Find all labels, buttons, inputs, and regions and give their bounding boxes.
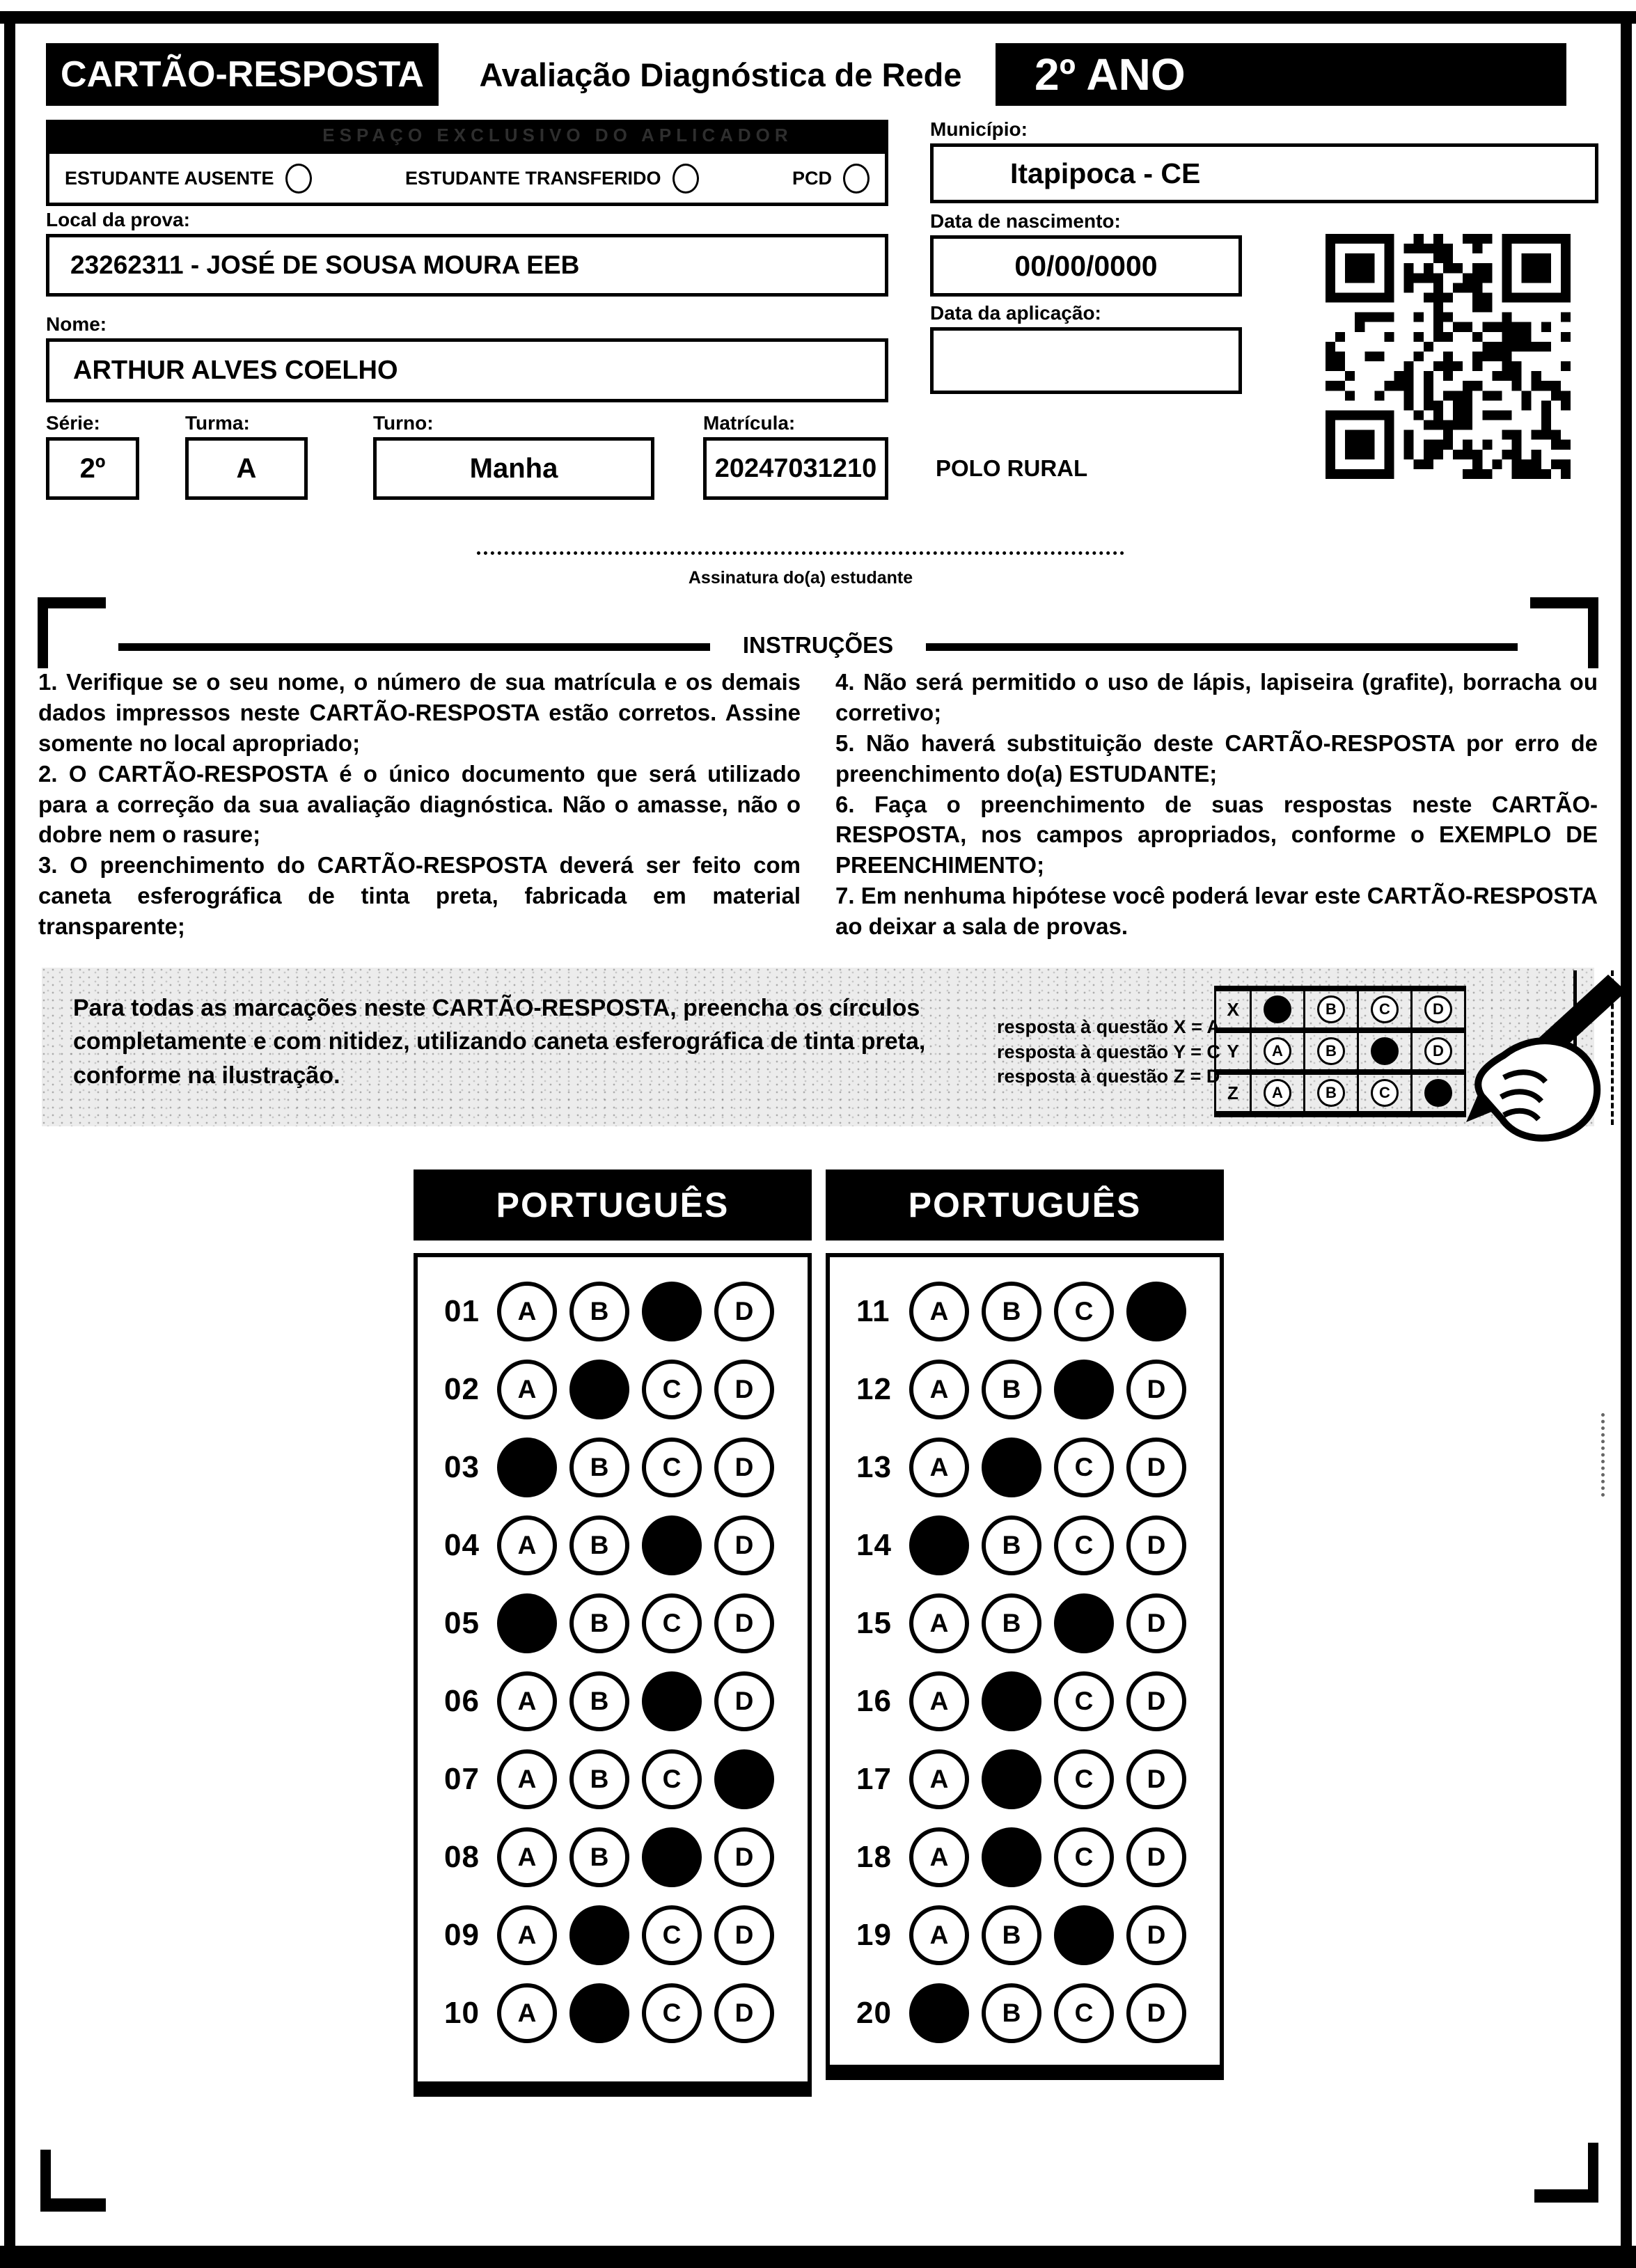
question-number-07: 07 [444,1762,480,1796]
polo-label: POLO RURAL [936,455,1088,481]
answer-bubble-18-D[interactable]: D [1126,1827,1186,1887]
pcd-bubble[interactable] [843,164,870,194]
question-row-19 [856,1896,1220,1974]
signature-line[interactable] [477,551,1124,555]
question-number-20: 20 [856,1996,892,2030]
answer-bubble-20-D[interactable]: D [1126,1983,1186,2043]
status-item-transferido [405,164,699,194]
answer-bubble-09-D[interactable]: D [714,1905,774,1965]
example-legend-y: resposta à questão Y = C [997,1041,1220,1062]
question-row-04 [444,1506,808,1584]
answer-bubble-01-C[interactable] [642,1282,702,1341]
answer-bubble-06-A[interactable]: A [497,1671,557,1731]
applicator-bar: ESPAÇO EXCLUSIVO DO APLICADOR [46,120,888,150]
answer-bubble-12-D[interactable]: D [1126,1360,1186,1419]
example-cell-Y-B [1303,1033,1357,1069]
question-number-17: 17 [856,1762,892,1796]
question-row-12 [856,1350,1220,1428]
answer-bubble-09-A[interactable]: A [497,1905,557,1965]
answer-bubble-11-A[interactable]: A [909,1282,969,1341]
answer-bubble-08-D[interactable]: D [714,1827,774,1887]
question-row-02 [444,1350,808,1428]
question-number-13: 13 [856,1450,892,1484]
answer-bubble-13-C[interactable]: C [1054,1438,1114,1497]
answer-bubble-08-A[interactable]: A [497,1827,557,1887]
answer-bubble-03-A[interactable] [497,1438,557,1497]
status-item-pcd [792,164,870,194]
answer-bubble-06-D[interactable]: D [714,1671,774,1731]
answer-bubble-11-D[interactable] [1126,1282,1186,1341]
turno-label: Turno: [373,412,434,434]
question-row-15 [856,1584,1220,1662]
example-bubble-Z-B: B [1317,1079,1345,1107]
answer-bubble-19-A[interactable]: A [909,1905,969,1965]
question-row-13 [856,1428,1220,1506]
answer-bubble-20-A[interactable] [909,1983,969,2043]
question-row-05 [444,1584,808,1662]
nascimento-value: 00/00/0000 [930,235,1242,297]
question-number-15: 15 [856,1606,892,1640]
question-number-12: 12 [856,1372,892,1406]
answer-bubble-18-C[interactable]: C [1054,1827,1114,1887]
answer-bubble-08-C[interactable] [642,1827,702,1887]
answer-bubble-03-B[interactable]: B [569,1438,629,1497]
example-cell-X-B [1303,991,1357,1027]
exam-title: Avaliação Diagnóstica de Rede [446,43,996,106]
answer-bubble-18-B[interactable] [982,1827,1041,1887]
answer-bubble-09-B[interactable] [569,1905,629,1965]
answer-grid-questions-01-10 [414,1253,812,2097]
status-item-ausente [65,164,312,194]
answer-bubble-05-C[interactable]: C [642,1593,702,1653]
instructions-rule-left [118,643,710,651]
instruction-item-6: 6. Faça o preenchimento de suas respostas neste CARTÃO-RESPOSTA, nos campos apropriados, conforme o EXEMPLO DE PREENCHIMENTO; [835,791,1598,879]
answer-bubble-17-C[interactable]: C [1054,1749,1114,1809]
answer-bubble-19-D[interactable]: D [1126,1905,1186,1965]
municipio-value: Itapipoca - CE [930,143,1598,203]
instructions-title: INSTRUÇÕES [742,632,894,658]
answer-bubble-18-A[interactable]: A [909,1827,969,1887]
instruction-item-1: 1. Verifique se o seu nome, o número de sua matrícula e os demais dados impressos neste CARTÃO-RESPOSTA estão corretos. Assine somente no local apropriado; [38,669,801,756]
question-number-03: 03 [444,1450,480,1484]
question-row-18 [856,1818,1220,1896]
answer-bubble-10-D[interactable]: D [714,1983,774,2043]
answer-bubble-15-B[interactable]: B [982,1593,1041,1653]
answer-bubble-15-C[interactable] [1054,1593,1114,1653]
answer-bubble-16-B[interactable] [982,1671,1041,1731]
question-row-10 [444,1974,808,2052]
status-label-ausente: ESTUDANTE AUSENTE [65,167,274,189]
answer-bubble-16-A[interactable]: A [909,1671,969,1731]
instruction-item-7: 7. Em nenhuma hipótese você poderá levar este CARTÃO-RESPOSTA ao deixar a sala de provas. [835,883,1598,939]
serie-label: Série: [46,412,100,434]
instructions-rule-right [926,643,1518,651]
answer-bubble-07-B[interactable]: B [569,1749,629,1809]
answer-bubble-06-C[interactable] [642,1671,702,1731]
turno-value: Manha [373,437,654,500]
status-label-pcd: PCD [792,167,832,189]
answer-bubble-07-A[interactable]: A [497,1749,557,1809]
example-bubble-Y-B: B [1317,1037,1345,1065]
question-number-18: 18 [856,1840,892,1874]
question-row-11 [856,1273,1220,1350]
card-title: CARTÃO-RESPOSTA [46,43,439,106]
question-row-14 [856,1506,1220,1584]
question-number-02: 02 [444,1372,480,1406]
example-bubble-Y-D: D [1424,1037,1452,1065]
page-border-top [0,11,1636,24]
status-label-transferido: ESTUDANTE TRANSFERIDO [405,167,661,189]
answer-bubble-10-A[interactable]: A [497,1983,557,2043]
side-dotted-mark [1601,1413,1605,1497]
answer-bubble-03-D[interactable]: D [714,1438,774,1497]
question-row-07 [444,1740,808,1818]
example-cell-Z-A [1250,1075,1303,1111]
signature-label: Assinatura do(a) estudante [688,568,913,588]
answer-bubble-05-B[interactable]: B [569,1593,629,1653]
answer-bubble-10-B[interactable] [569,1983,629,2043]
example-cell-X-A [1250,991,1303,1027]
answer-bubble-13-A[interactable]: A [909,1438,969,1497]
question-row-08 [444,1818,808,1896]
corner-mark-top-left-v [38,597,48,668]
answer-bubble-03-C[interactable]: C [642,1438,702,1497]
answer-bubble-07-D[interactable] [714,1749,774,1809]
question-number-16: 16 [856,1684,892,1718]
example-bubble-Y-C [1371,1037,1399,1065]
question-number-11: 11 [856,1294,890,1328]
answer-bubble-02-A[interactable]: A [497,1360,557,1419]
page-border-bottom [0,2246,1636,2268]
corner-mark-top-right-v [1588,597,1598,668]
answer-bubble-19-B[interactable]: B [982,1905,1041,1965]
matricula-label: Matrícula: [703,412,796,434]
question-number-08: 08 [444,1840,480,1874]
example-bubble-X-B: B [1317,995,1345,1023]
section-header-portugues-1: PORTUGUÊS [414,1170,812,1241]
question-number-05: 05 [444,1606,480,1640]
answer-bubble-10-C[interactable]: C [642,1983,702,2043]
instruction-item-2: 2. O CARTÃO-RESPOSTA é o único documento que será utilizado para a correção da sua avaliação diagnóstica. Não o amasse, não o dobre nem o rasure; [38,760,801,848]
local-value: 23262311 - JOSÉ DE SOUSA MOURA EEB [46,234,888,297]
answer-bubble-02-B[interactable] [569,1360,629,1419]
answer-bubble-15-A[interactable]: A [909,1593,969,1653]
answer-bubble-14-D[interactable]: D [1126,1515,1186,1575]
answer-grid-questions-11-20 [826,1253,1224,2080]
answer-bubble-04-C[interactable] [642,1515,702,1575]
answer-bubble-07-C[interactable]: C [642,1749,702,1809]
example-bubble-Z-C: C [1371,1079,1399,1107]
question-number-06: 06 [444,1684,480,1718]
answer-bubble-02-D[interactable]: D [714,1360,774,1419]
question-number-04: 04 [444,1528,480,1562]
example-bubble-X-D: D [1424,995,1452,1023]
answer-bubble-14-A[interactable] [909,1515,969,1575]
example-row-label-Z: Z [1227,1082,1238,1103]
example-row-label-X: X [1227,998,1239,1020]
question-number-01: 01 [444,1294,480,1328]
municipio-label: Município: [930,118,1028,140]
answer-bubble-06-B[interactable]: B [569,1671,629,1731]
answer-bubble-19-C[interactable] [1054,1905,1114,1965]
corner-mark-bottom-right [1534,2189,1598,2203]
question-number-10: 10 [444,1996,480,2030]
hand-pen-illustration [1399,973,1629,1151]
example-cell-Z-B [1303,1075,1357,1111]
qr-code [1326,234,1571,479]
question-row-06 [444,1662,808,1740]
transferido-bubble[interactable] [673,164,699,194]
ausente-bubble[interactable] [285,164,312,194]
example-bubble-Z-A: A [1264,1079,1291,1107]
answer-bubble-04-D[interactable]: D [714,1515,774,1575]
turma-value: A [185,437,308,500]
answer-bubble-12-C[interactable] [1054,1360,1114,1419]
nascimento-label: Data de nascimento: [930,210,1121,232]
answer-bubble-09-C[interactable]: C [642,1905,702,1965]
nome-label: Nome: [46,313,107,335]
serie-value: 2º [46,437,139,500]
local-label: Local da prova: [46,209,190,230]
answer-bubble-20-C[interactable]: C [1054,1983,1114,2043]
answer-bubble-04-B[interactable]: B [569,1515,629,1575]
answer-bubble-11-C[interactable]: C [1054,1282,1114,1341]
answer-bubble-01-B[interactable]: B [569,1282,629,1341]
example-legend-x: resposta à questão X = A [997,1016,1220,1037]
example-bubble-X-C: C [1371,995,1399,1023]
section-header-portugues-2: PORTUGUÊS [826,1170,1224,1241]
question-number-19: 19 [856,1918,892,1952]
answer-bubble-12-B[interactable]: B [982,1360,1041,1419]
answer-bubble-15-D[interactable]: D [1126,1593,1186,1653]
instruction-item-4: 4. Não será permitido o uso de lápis, lapiseira (grafite), borracha ou corretivo; [835,669,1598,725]
answer-bubble-08-B[interactable]: B [569,1827,629,1887]
answer-bubble-13-B[interactable] [982,1438,1041,1497]
answer-bubble-17-A[interactable]: A [909,1749,969,1809]
answer-bubble-04-A[interactable]: A [497,1515,557,1575]
question-row-09 [444,1896,808,1974]
corner-mark-bottom-left [40,2198,106,2212]
answer-bubble-05-A[interactable] [497,1593,557,1653]
question-number-14: 14 [856,1528,892,1562]
answer-bubble-17-B[interactable] [982,1749,1041,1809]
question-number-09: 09 [444,1918,480,1952]
instruction-item-5: 5. Não haverá substituição deste CARTÃO-RESPOSTA por erro de preenchimento do(a) ESTUDANTE; [835,730,1598,787]
answer-bubble-01-A[interactable]: A [497,1282,557,1341]
aplicacao-label: Data da aplicação: [930,302,1101,324]
example-bubble-X-A [1264,995,1291,1023]
answer-bubble-11-B[interactable]: B [982,1282,1041,1341]
instruction-item-3: 3. O preenchimento do CARTÃO-RESPOSTA deverá ser feito com caneta esferográfica de tinta preta, fabricada em material transparente; [38,852,801,939]
question-row-20 [856,1974,1220,2052]
question-row-01 [444,1273,808,1350]
answer-bubble-20-B[interactable]: B [982,1983,1041,2043]
instructions-left-column [38,667,801,942]
turma-label: Turma: [185,412,250,434]
example-cell-Y-A [1250,1033,1303,1069]
answer-bubble-05-D[interactable]: D [714,1593,774,1653]
aplicacao-value [930,327,1242,394]
question-row-03 [444,1428,808,1506]
example-legend-z: resposta à questão Z = D [997,1066,1220,1087]
answer-bubble-02-C[interactable]: C [642,1360,702,1419]
matricula-value: 20247031210 [703,437,888,500]
answer-bubble-14-B[interactable]: B [982,1515,1041,1575]
nome-value: ARTHUR ALVES COELHO [46,338,888,402]
example-bubble-Y-A: A [1264,1037,1291,1065]
example-row-label-Y: Y [1227,1040,1239,1062]
grade-label: 2º ANO [996,43,1566,106]
answer-bubble-14-C[interactable]: C [1054,1515,1114,1575]
page-border-left [4,11,15,2268]
example-legend [997,1015,1220,1089]
answer-bubble-16-C[interactable]: C [1054,1671,1114,1731]
answer-bubble-13-D[interactable]: D [1126,1438,1186,1497]
answer-bubble-17-D[interactable]: D [1126,1749,1186,1809]
question-row-17 [856,1740,1220,1818]
question-row-16 [856,1662,1220,1740]
example-text: Para todas as marcações neste CARTÃO-RESPOSTA, preencha os círculos completamente e com nitidez, utilizando caneta esferográfica de tinta preta, conforme na ilustração. [73,995,926,1089]
answer-bubble-16-D[interactable]: D [1126,1671,1186,1731]
status-row [46,150,888,206]
instructions-right-column [835,667,1598,942]
answer-bubble-12-A[interactable]: A [909,1360,969,1419]
answer-bubble-01-D[interactable]: D [714,1282,774,1341]
